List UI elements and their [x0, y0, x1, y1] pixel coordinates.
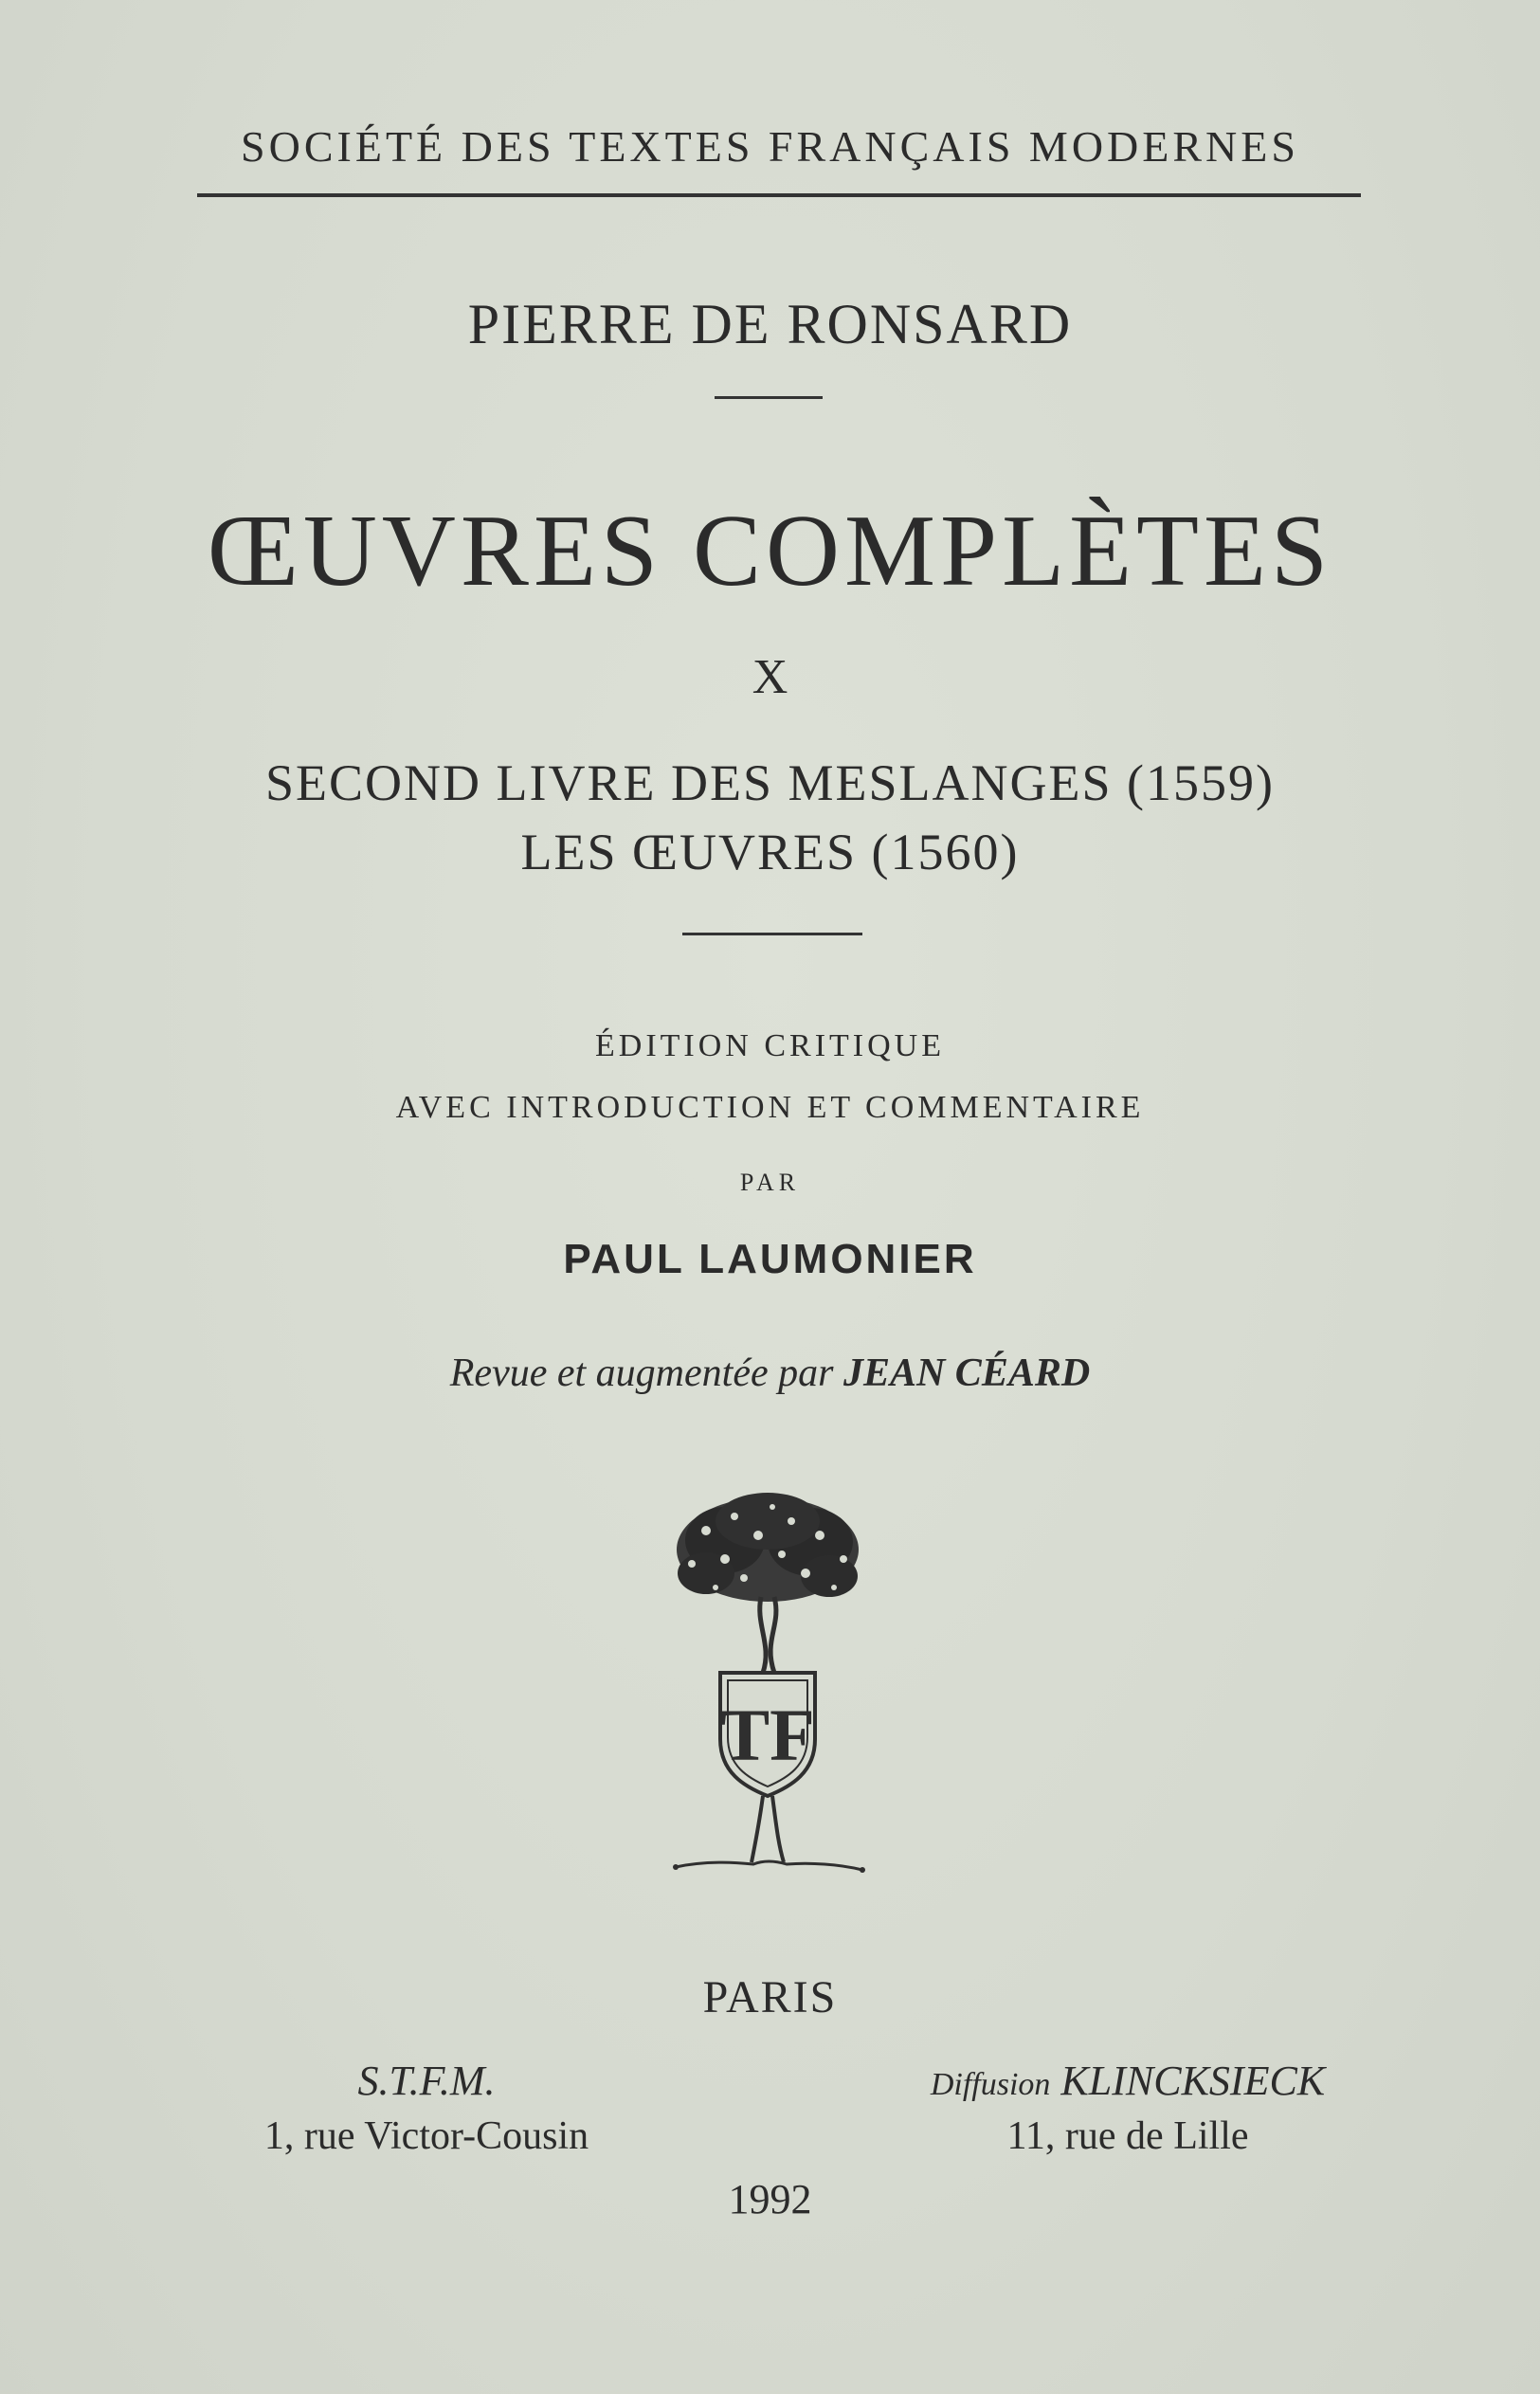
reviser-name: JEAN CÉARD [842, 1351, 1091, 1395]
publisher-right-name [843, 2057, 1412, 2105]
revision-prefix: Revue et augmentée par [449, 1351, 834, 1395]
book-title: ŒUVRES COMPLÈTES [207, 495, 1333, 608]
publisher-left-name: S.T.F.M. [357, 2058, 496, 2104]
edition-by: PAR [739, 1169, 801, 1196]
series-name: SOCIÉTÉ DES TEXTES FRANÇAIS MODERNES [241, 122, 1299, 171]
contents-line-1: SECOND LIVRE DES MESLANGES (1559) [265, 754, 1275, 811]
series-rule-divider [197, 193, 1361, 197]
monogram-text: TF [720, 1694, 815, 1776]
edition-line-2: AVEC INTRODUCTION ET COMMENTAIRE [395, 1090, 1145, 1125]
imprint-city: PARIS [702, 1972, 838, 2022]
contents-divider [682, 933, 862, 935]
publication-year: 1992 [728, 2176, 812, 2222]
publisher-right-main: KLINCKSIECK [1060, 2058, 1326, 2104]
publisher-left-address: 1, rue Victor-Cousin [263, 2114, 589, 2158]
author-name: PIERRE DE RONSARD [467, 293, 1073, 355]
publisher-right-prefix: Diffusion [930, 2067, 1051, 2102]
volume-number: X [752, 650, 788, 704]
editor-name: PAUL LAUMONIER [563, 1236, 977, 1282]
publisher-right-address: 11, rue de Lille [1006, 2114, 1249, 2158]
tree-with-monogram-emblem-icon [668, 1483, 867, 1881]
revision-line [0, 1351, 1540, 1396]
tree-canopy [677, 1493, 859, 1602]
author-divider [715, 396, 823, 399]
contents-line-2: LES ŒUVRES (1560) [520, 824, 1020, 880]
edition-line-1: ÉDITION CRITIQUE [595, 1028, 945, 1063]
